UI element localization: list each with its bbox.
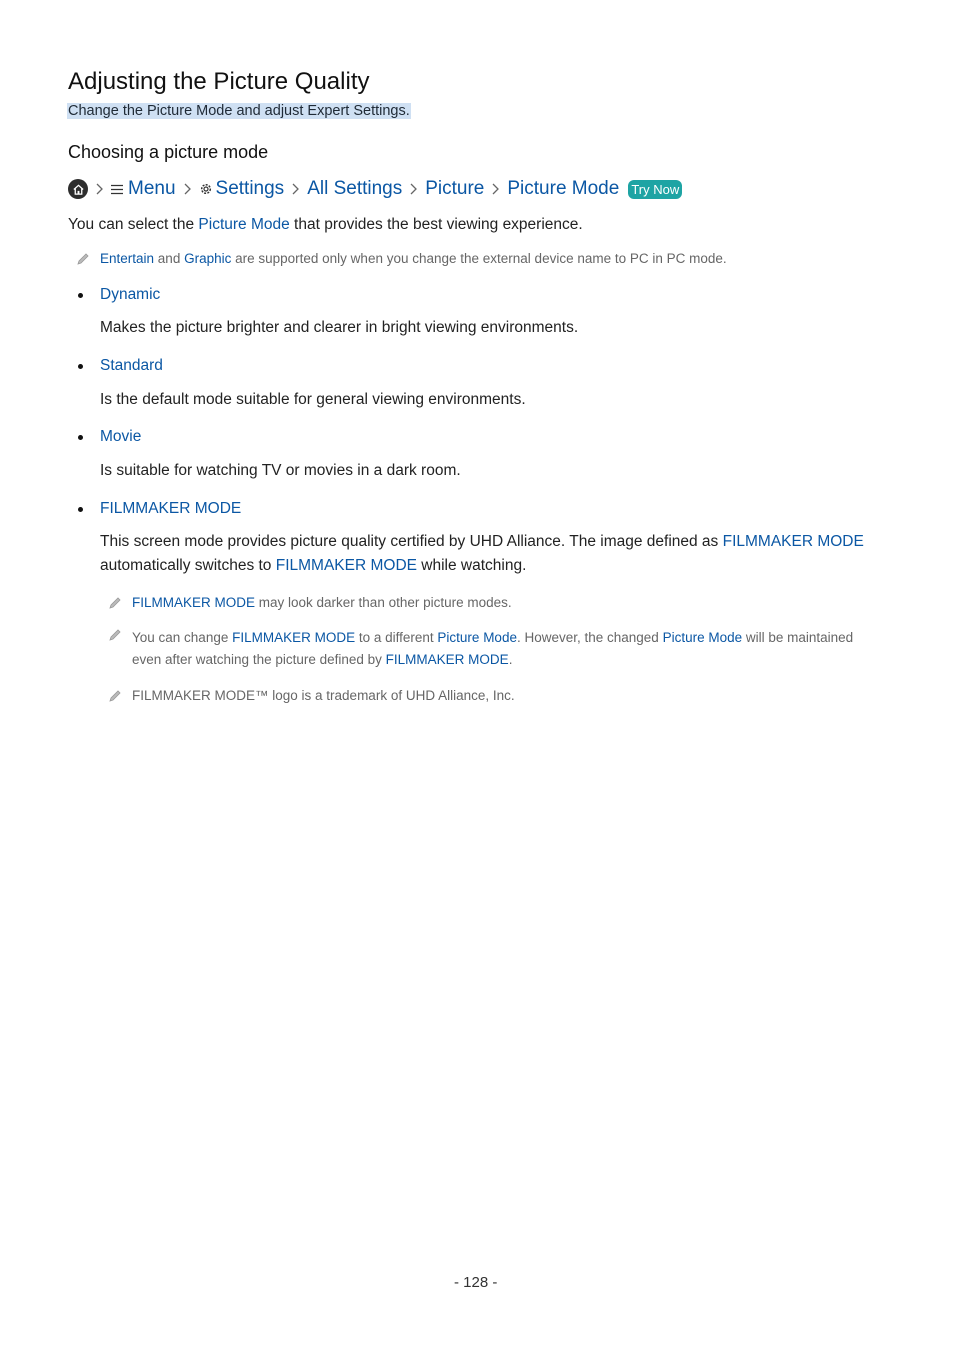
pencil-icon: [76, 252, 90, 266]
note-text: may look darker than other picture modes.: [255, 595, 512, 610]
filmmaker-desc-link[interactable]: FILMMAKER MODE: [275, 557, 417, 574]
filmmaker-desc-text: automatically switches to: [100, 557, 276, 574]
gear-icon: [199, 182, 213, 196]
bullet-icon: [78, 507, 83, 512]
filmmaker-desc-text: while watching.: [416, 557, 527, 574]
breadcrumb-menu[interactable]: Menu: [128, 178, 176, 199]
note-text: . However, the changed: [516, 630, 663, 645]
intro-post: that provides the best viewing experience.: [289, 216, 583, 233]
breadcrumb-all-settings[interactable]: All Settings: [307, 178, 403, 199]
mode-name[interactable]: FILMMAKER MODE: [100, 500, 242, 517]
intro-pre: You can select the: [68, 216, 199, 233]
note-link[interactable]: FILMMAKER MODE: [232, 630, 356, 645]
note-link[interactable]: Picture Mode: [437, 630, 517, 645]
mode-name[interactable]: Standard: [100, 357, 163, 374]
chevron-right-icon: [96, 183, 103, 195]
page-subtitle: Change the Picture Mode and adjust Expert Settings.: [68, 103, 410, 119]
filmmaker-description-line1: [100, 533, 864, 551]
bullet-icon: [78, 364, 83, 369]
page-title: Adjusting the Picture Quality: [68, 68, 370, 95]
menu-icon: [111, 184, 124, 195]
intro-text: [68, 216, 583, 234]
chevron-right-icon: [410, 183, 417, 195]
mode-description: Makes the picture brighter and clearer in bright viewing environments.: [100, 319, 579, 336]
list-item-standard: [78, 357, 163, 375]
pencil-icon: [108, 689, 122, 703]
pencil-icon: [108, 596, 122, 610]
chevron-right-icon: [292, 183, 299, 195]
note-link-entertain[interactable]: Entertain: [100, 251, 155, 266]
filmmaker-desc-link[interactable]: FILMMAKER MODE: [722, 533, 864, 550]
list-item-dynamic: [78, 286, 160, 304]
bullet-icon: [78, 293, 83, 298]
breadcrumb: [68, 178, 682, 200]
mode-description: Is suitable for watching TV or movies in a dark room.: [100, 462, 461, 479]
list-item-filmmaker: [78, 500, 241, 518]
note-text: .: [508, 652, 513, 667]
try-now-button[interactable]: Try Now: [628, 180, 682, 199]
home-icon: [68, 179, 88, 199]
note-link[interactable]: FILMMAKER MODE: [385, 652, 509, 667]
section-heading: Choosing a picture mode: [68, 142, 269, 162]
breadcrumb-settings[interactable]: Settings: [215, 178, 285, 199]
note-text: will be maintained: [742, 630, 854, 645]
note-text: even after watching the picture defined by: [132, 652, 386, 667]
note-post: are supported only when you change the external device name to PC in PC mode.: [231, 251, 727, 266]
filmmaker-desc-text: This screen mode provides picture quality certified by UHD Alliance. The image defined as: [100, 533, 723, 550]
note-top: [76, 251, 727, 266]
mode-name[interactable]: Movie: [100, 428, 142, 445]
filmmaker-note-1: [108, 595, 512, 610]
bullet-icon: [78, 435, 83, 440]
note-link[interactable]: FILMMAKER MODE: [132, 595, 256, 610]
note-link[interactable]: Picture Mode: [662, 630, 743, 645]
chevron-right-icon: [184, 183, 191, 195]
note-mid: and: [154, 251, 185, 266]
filmmaker-note-2: [108, 631, 853, 671]
mode-name[interactable]: Dynamic: [100, 286, 161, 303]
filmmaker-note-3: [108, 688, 515, 703]
note-text: to a different: [355, 630, 438, 645]
breadcrumb-picture[interactable]: Picture: [425, 178, 485, 199]
list-item-movie: [78, 428, 141, 446]
note-text: You can change: [132, 630, 233, 645]
note-link-graphic[interactable]: Graphic: [184, 251, 232, 266]
breadcrumb-picture-mode[interactable]: Picture Mode: [507, 178, 620, 199]
chevron-right-icon: [492, 183, 499, 195]
page-number: - 128 -: [454, 1274, 498, 1291]
mode-description: Is the default mode suitable for general viewing environments.: [100, 391, 526, 408]
filmmaker-description-line2: [100, 557, 526, 575]
pencil-icon: [108, 628, 122, 642]
note-text: FILMMAKER MODE™ logo is a trademark of UHD Alliance, Inc.: [132, 688, 515, 703]
intro-link[interactable]: Picture Mode: [198, 216, 290, 233]
